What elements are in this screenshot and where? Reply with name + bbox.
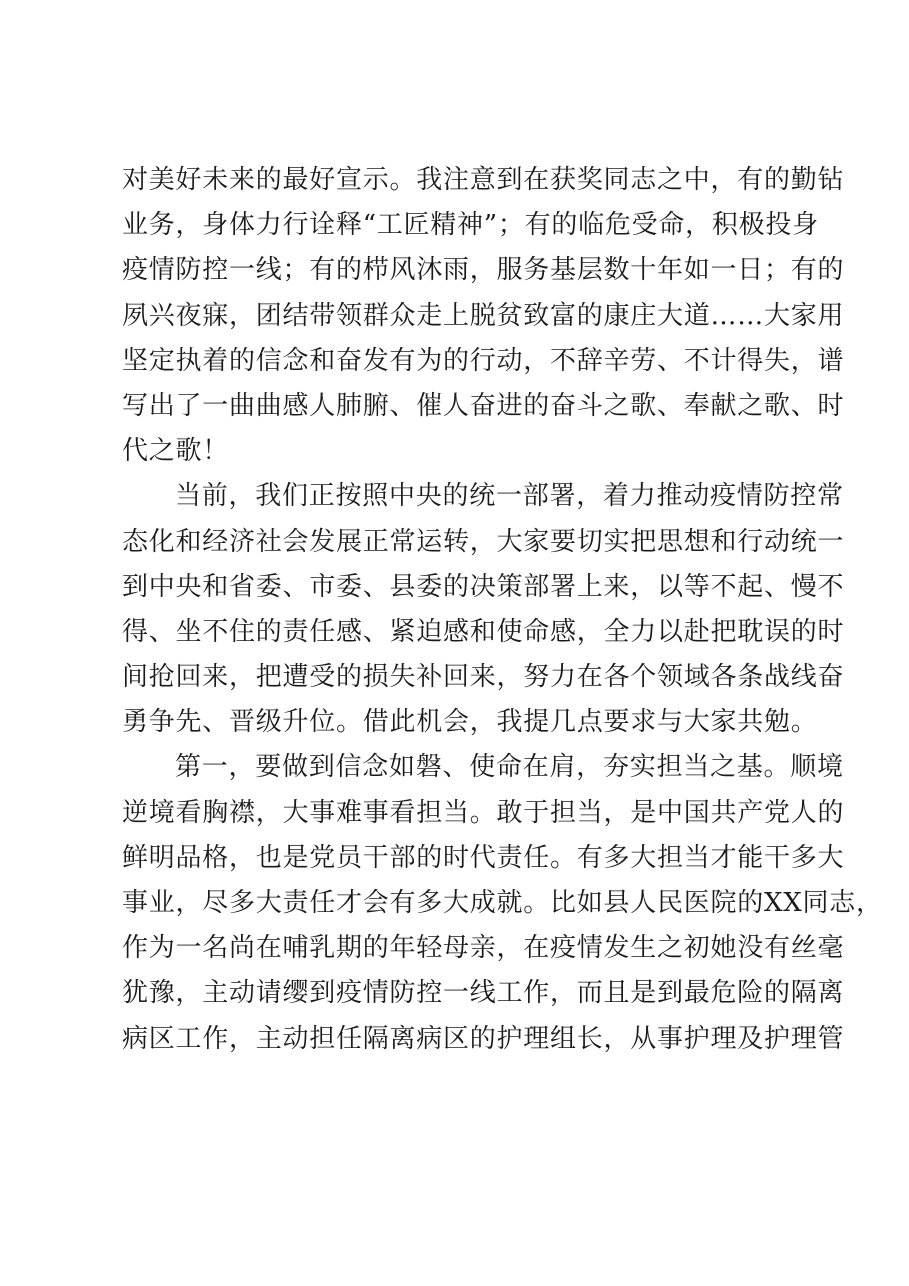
body-text-line: 到中央和省委、市委、县委的决策部署上来，以等不起、慢不 — [122, 571, 845, 602]
body-text-line: 坚定执着的信念和奋发有为的行动，不辞辛劳、不计得失，谱 — [122, 345, 845, 376]
body-text-line: 写出了一曲曲感人肺腑、催人奋进的奋斗之歌、奉献之歌、时 — [122, 390, 845, 421]
body-text-line: 间抢回来，把遭受的损失补回来，努力在各个领域各条战线奋 — [122, 662, 845, 693]
body-text-line: 夙兴夜寐，团结带领群众走上脱贫致富的康庄大道……大家用 — [122, 300, 845, 331]
body-text-line: 作为一名尚在哺乳期的年轻母亲，在疫情发生之初她没有丝毫 — [122, 933, 845, 964]
body-text-line: 得、坐不住的责任感、紧迫感和使命感，全力以赴把耽误的时 — [122, 616, 845, 647]
body-text-line: 病区工作，主动担任隔离病区的护理组长，从事护理及护理管 — [122, 1023, 845, 1054]
body-text-line: 逆境看胸襟，大事难事看担当。敢于担当，是中国共产党人的 — [122, 797, 845, 828]
body-text-line: 态化和经济社会发展正常运转，大家要切实把思想和行动统一 — [122, 526, 845, 557]
body-text-line: 对美好未来的最好宣示。我注意到在获奖同志之中，有的勤钻 — [122, 165, 845, 195]
body-text-line: 代之歌！ — [122, 436, 230, 467]
body-text-line: 鲜明品格，也是党员干部的时代责任。有多大担当才能干多大 — [122, 842, 845, 873]
body-text-line: 疫情防控一线；有的栉风沐雨，服务基层数十年如一日；有的 — [122, 255, 845, 286]
body-text-line: 犹豫，主动请缨到疫情防控一线工作，而且是到最危险的隔离 — [122, 978, 845, 1009]
body-text-line: 事业，尽多大责任才会有多大成就。比如县人民医院的XX同志， — [122, 888, 883, 918]
paragraph-first-line: 当前，我们正按照中央的统一部署，着力推动疫情防控常 — [175, 481, 844, 512]
body-text-line: 业务，身体力行诠释“工匠精神”；有的临危受命，积极投身 — [122, 210, 819, 241]
paragraph-first-line: 第一，要做到信念如磐、使命在肩，夯实担当之基。顺境 — [175, 752, 844, 783]
body-text-line: 勇争先、晋级升位。借此机会，我提几点要求与大家共勉。 — [122, 707, 818, 738]
document-body — [122, 158, 883, 1062]
